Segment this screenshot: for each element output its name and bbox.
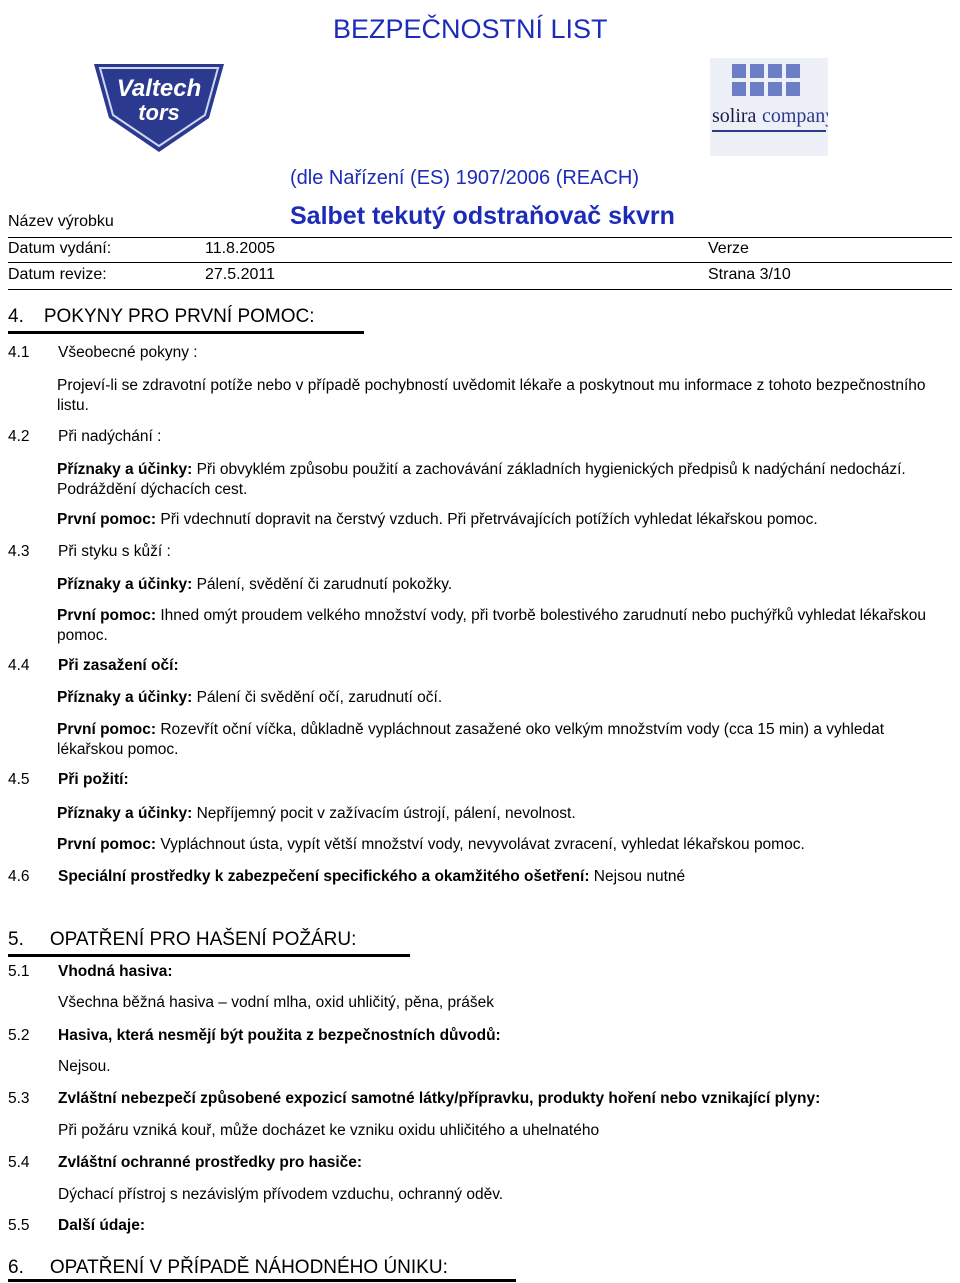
section-title: OPATŘENÍ PRO HAŠENÍ POŽÁRU:	[49, 929, 357, 950]
header-rule-2	[8, 262, 952, 263]
section-number: 5.	[8, 929, 24, 950]
item-5-4-number: 5.4	[8, 1154, 30, 1171]
eye-symptoms: Příznaky a účinky: Pálení či svědění očí, zarudnutí očí.	[57, 689, 443, 706]
ingestion-symptoms: Příznaky a účinky: Nepříjemný pocit v zažívacím ústrojí, pálení, nevolnost.	[57, 805, 576, 822]
logo-left-text-2: tors	[138, 100, 180, 125]
item-5-1-text: Všechna běžná hasiva – vodní mlha, oxid uhličitý, pěna, prášek	[58, 994, 494, 1011]
item-5-1-number: 5.1	[8, 963, 30, 980]
version-label: Verze	[708, 240, 749, 257]
item-4-3-label: Při styku s kůží :	[58, 543, 171, 560]
item-5-3-label: Zvláštní nebezpečí způsobené expozicí samotné látky/přípravku, produkty hoření nebo vznikající plyny:	[58, 1090, 821, 1107]
ingestion-firstaid: První pomoc: Vypláchnout ústa, vypít větší množství vody, nevyvolávat zvracení, vyhledat lékařskou pomoc.	[57, 836, 805, 853]
regulation-line: (dle Nařízení (ES) 1907/2006 (REACH)	[290, 167, 640, 189]
section-5-heading	[8, 929, 356, 951]
skin-firstaid: První pomoc: Ihned omýt proudem velkého množství vody, při tvorbě bolestivého zarudnutí nebo puchýřků vyhledat lékařskou pomoc.	[57, 607, 927, 644]
inhalation-symptoms: Příznaky a účinky: Při obvyklém způsobu použití a zachovávání základních hygienických předpisů k nadýchání nedochází. Podráždění dýchacích cest.	[57, 461, 906, 498]
item-4-6-number: 4.6	[8, 868, 30, 885]
logo-right-text-2: company	[762, 105, 828, 127]
document-title: BEZPEČNOSTNÍ LIST	[333, 14, 608, 44]
section-title: POKYNY PRO PRVNÍ POMOC:	[43, 306, 315, 327]
solira-logo	[710, 58, 828, 156]
item-5-2-label: Hasiva, která nesmějí být použita z bezpečnostních důvodů:	[58, 1027, 501, 1044]
revised-label: Datum revize:	[8, 266, 107, 283]
item-4-5-number: 4.5	[8, 771, 30, 788]
inhalation-firstaid: První pomoc: Při vdechnutí dopravit na čerstvý vzduch. Při přetrvávajících potížích vyhledat lékařskou pomoc.	[57, 511, 818, 528]
section-number: 6.	[8, 1257, 24, 1278]
header-rule-3	[8, 289, 952, 290]
logo-left-text-1: Valtech	[116, 75, 202, 102]
issued-label: Datum vydání:	[8, 240, 112, 257]
item-4-2-label: Při nadýchání :	[58, 428, 162, 445]
item-5-4-text: Dýchací přístroj s nezávislým přívodem vzduchu, ochranný oděv.	[58, 1186, 504, 1203]
general-text: Projeví-li se zdravotní potíže nebo v případě pochybností uvědomit lékaře a poskytnout mu informace z tohoto bezpečnostního listu.	[57, 377, 926, 414]
section-6-heading	[8, 1257, 448, 1279]
item-5-3-text: Při požáru vzniká kouř, může docházet ke vzniku oxidu uhličitého a uhelnatého	[58, 1122, 600, 1139]
revised-value: 27.5.2011	[205, 266, 275, 283]
product-name: Salbet tekutý odstraňovač skvrn	[290, 202, 675, 230]
header-rule-1	[8, 237, 952, 238]
product-label: Název výrobku	[8, 213, 114, 230]
section-title: OPATŘENÍ V PŘÍPADĚ NÁHODNÉHO ÚNIKU:	[49, 1257, 448, 1278]
eye-firstaid: První pomoc: Rozevřít oční víčka, důkladně vypláchnout zasažené oko velkým množstvím vody (cca 15 min) a vyhledat lékařskou pomoc.	[57, 721, 885, 758]
item-4-4-number: 4.4	[8, 657, 30, 674]
item-4-1-label: Všeobecné pokyny :	[58, 344, 198, 361]
item-5-3-number: 5.3	[8, 1090, 30, 1107]
item-4-3-number: 4.3	[8, 543, 30, 560]
item-5-2-text: Nejsou.	[58, 1058, 111, 1075]
section-number: 4.	[8, 306, 24, 327]
item-5-5-number: 5.5	[8, 1217, 30, 1234]
skin-symptoms: Příznaky a účinky: Pálení, svědění či zarudnutí pokožky.	[57, 576, 453, 593]
logo-right-text-1: solira	[712, 105, 757, 127]
item-5-2-number: 5.2	[8, 1027, 30, 1044]
issued-value: 11.8.2005	[205, 240, 275, 257]
section-4-underline	[8, 331, 364, 334]
section-4-heading	[8, 306, 315, 328]
item-4-6-text: Speciální prostředky k zabezpečení specifického a okamžitého ošetření: Nejsou nutné	[58, 868, 686, 885]
item-4-4-label: Při zasažení očí:	[58, 657, 179, 674]
item-4-2-number: 4.2	[8, 428, 30, 445]
page-number: Strana 3/10	[708, 266, 791, 283]
section-6-underline	[8, 1279, 516, 1282]
item-4-5-label: Při požití:	[58, 771, 129, 788]
section-5-underline	[8, 954, 410, 957]
item-5-5-label: Další údaje:	[58, 1217, 145, 1234]
item-4-1-number: 4.1	[8, 344, 30, 361]
item-5-4-label: Zvláštní ochranné prostředky pro hasiče:	[58, 1154, 363, 1171]
valtech-logo	[84, 58, 234, 156]
item-5-1-label: Vhodná hasiva:	[58, 963, 173, 980]
